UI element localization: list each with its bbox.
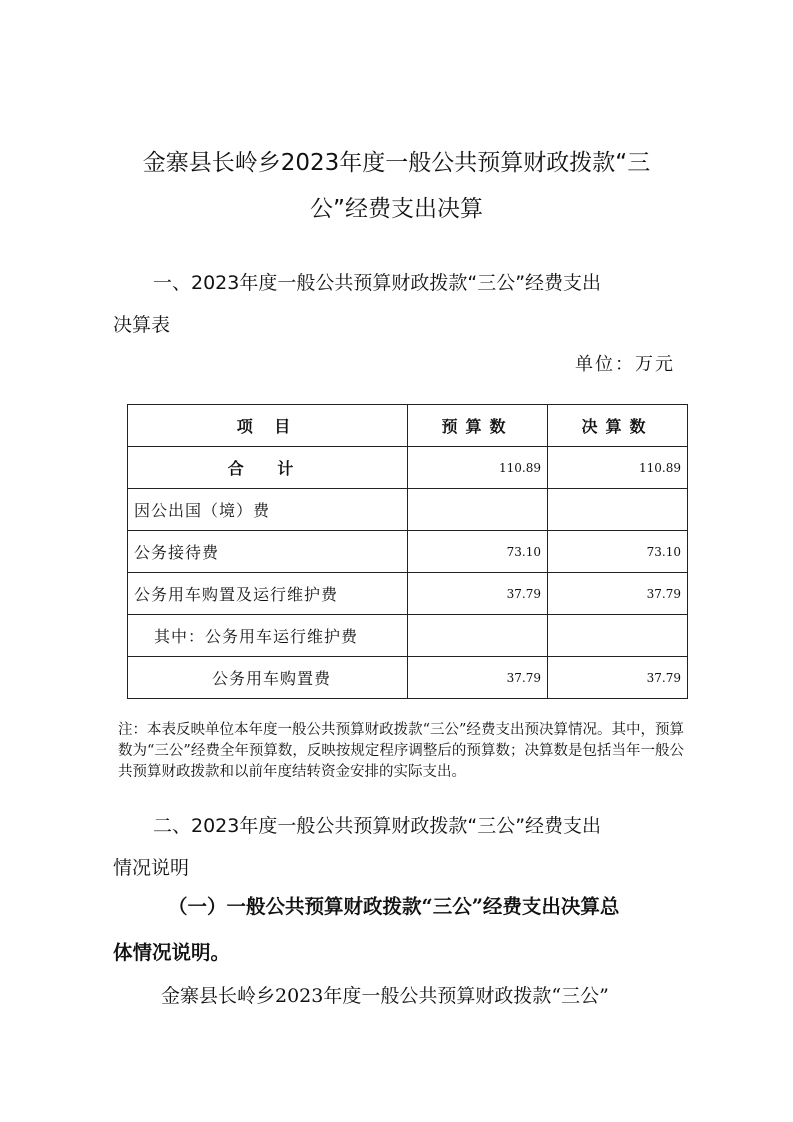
table-row xyxy=(128,447,688,489)
table-header-row xyxy=(128,405,688,447)
table-note: 注：本表反映单位本年度一般公共预算财政拨款“三公”经费支出预决算情况。其中，预算数为“三公”经费全年预算数，反映按规定程序调整后的预算数；决算数是包括当年一般公共预算财政拨款和以前年度结转资金安排的实际支出。 xyxy=(118,722,684,780)
row-final: 110.89 xyxy=(548,447,688,489)
row-label: 合 计 xyxy=(128,447,408,489)
row-label: 公务用车购置费 xyxy=(128,657,408,699)
header-final: 决算数 xyxy=(548,405,688,447)
row-final: 73.10 xyxy=(548,531,688,573)
table-row xyxy=(128,615,688,657)
document-title xyxy=(100,140,693,232)
row-label: 公务接待费 xyxy=(128,531,408,573)
section-3-line-1: （一）一般公共预算财政拨款“三公”经费支出决算总 xyxy=(168,895,620,918)
section-3-heading xyxy=(113,884,688,976)
row-label: 其中：公务用车运行维护费 xyxy=(128,615,408,657)
row-final xyxy=(548,615,688,657)
budget-table xyxy=(127,404,688,699)
header-budget: 预算数 xyxy=(408,405,548,447)
title-line-1: 金寨县长岭乡2023年度一般公共预算财政拨款“三 xyxy=(142,150,651,176)
unit-label: 单位：万元 xyxy=(575,354,675,375)
row-budget: 110.89 xyxy=(408,447,548,489)
row-budget: 37.79 xyxy=(408,573,548,615)
row-budget: 73.10 xyxy=(408,531,548,573)
title-line-2: 公”经费支出决算 xyxy=(310,196,483,222)
row-budget xyxy=(408,615,548,657)
table-row xyxy=(128,489,688,531)
row-label: 因公出国（境）费 xyxy=(128,489,408,531)
table-row xyxy=(128,657,688,699)
row-budget xyxy=(408,489,548,531)
section-2-heading xyxy=(113,805,683,889)
paragraph-text: 金寨县长岭乡2023年度一般公共预算财政拨款“三公” xyxy=(161,985,609,1007)
row-final: 37.79 xyxy=(548,657,688,699)
section-1-line-2: 决算表 xyxy=(113,314,171,336)
table-row xyxy=(128,531,688,573)
section-3-line-2: 体情况说明。 xyxy=(113,941,231,964)
row-budget: 37.79 xyxy=(408,657,548,699)
body-paragraph xyxy=(113,978,688,1014)
section-1-line-1: 一、2023年度一般公共预算财政拨款“三公”经费支出 xyxy=(153,272,602,294)
header-item: 项 目 xyxy=(128,405,408,447)
section-2-line-1: 二、2023年度一般公共预算财政拨款“三公”经费支出 xyxy=(153,815,602,837)
table-row xyxy=(128,573,688,615)
section-2-line-2: 情况说明 xyxy=(113,857,190,879)
row-label: 公务用车购置及运行维护费 xyxy=(128,573,408,615)
row-final: 37.79 xyxy=(548,573,688,615)
section-1-heading xyxy=(113,262,683,346)
row-final xyxy=(548,489,688,531)
